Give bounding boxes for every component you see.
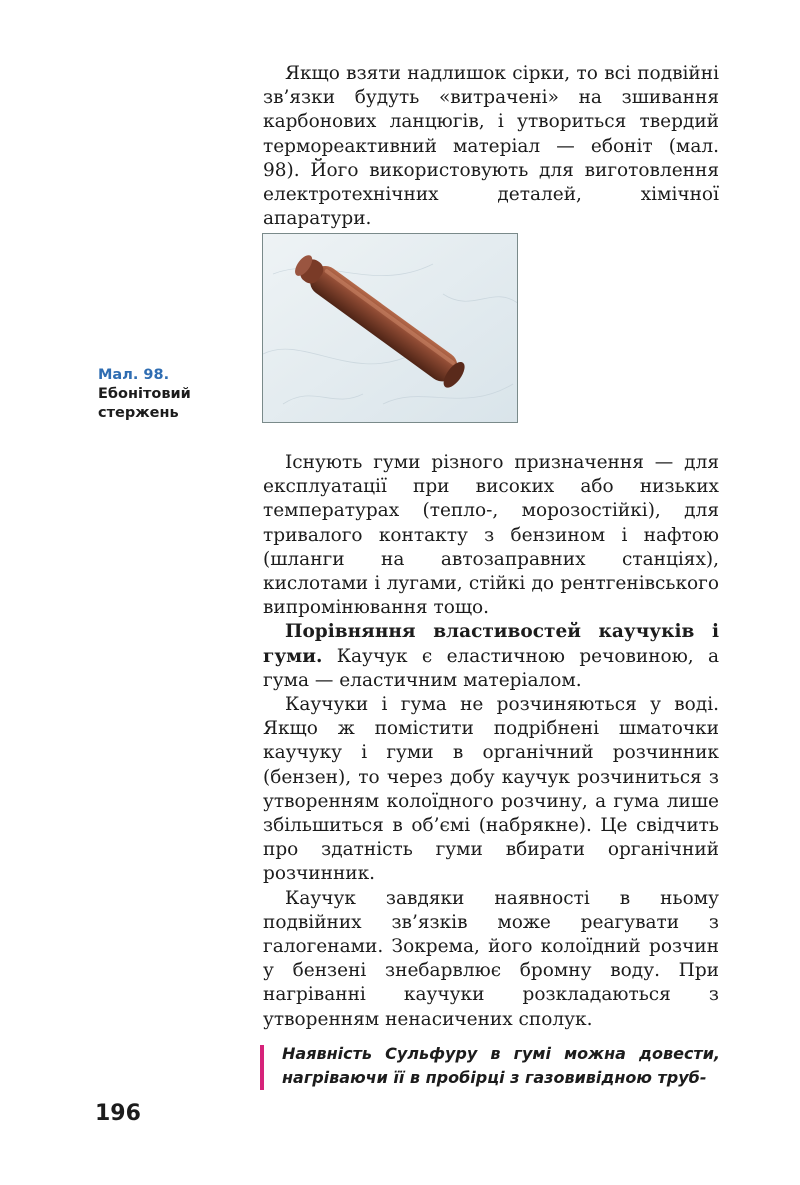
paragraph-rubber-types: Існують гуми різного призначення — для експлуатації при високих або низьких температурах (тепло-, морозостійкі), для тривалого контакту з бензином і нафтою (шланги на автозаправних станціях), кислотами і лугами, стійкі до рентгенівського випромінювання тощо. — [263, 452, 719, 619]
note-accent-bar — [260, 1045, 264, 1090]
note-text: Наявність Сульфуру в гумі можна довести, нагріваючи її в пробірці з газовивідною труб- — [282, 1044, 720, 1087]
figure-caption — [98, 366, 228, 423]
figure-ebonite-rod — [262, 233, 518, 423]
paragraph-ebonite: Якщо взяти надлишок сірки, то всі подвійні зв’язки будуть «витрачені» на зшивання карбонових ланцюгів, і утвориться твердий термореактивний матеріал — ебоніт (мал. 98). Його використовують для виготовлення електротехнічних деталей, хімічної апаратури. — [263, 63, 719, 230]
note-block — [260, 1042, 720, 1090]
paragraph-comparison-text: Каучук є еластичною речовиною, а гума — еластичним матеріалом. — [263, 645, 719, 691]
paragraph-solubility: Каучуки і гума не розчиняються у воді. Якщо ж помістити подрібнені шматочки каучуку і гуми в органічний розчинник (бензен), то через добу каучук розчиниться з утворенням колоїдного розчину, а гума лише збільшиться в об’ємі (набрякне). Це свідчить про здатність гуми вбирати органічний розчинник. — [263, 694, 719, 885]
paragraph-comparison — [263, 620, 719, 693]
page-number: 196 — [95, 1101, 141, 1126]
text-block-top — [263, 62, 719, 231]
ebonite-rod-image — [263, 234, 518, 423]
figure-caption-text: Ебонітовий стержень — [98, 386, 191, 421]
section-heading: Порівняння властивостей каучуків і гуми. — [263, 621, 719, 667]
figure-number: Мал. 98. — [98, 367, 170, 383]
paragraph-reactivity: Каучук завдяки наявності в ньому подвійних зв’язків може реагувати з галогенами. Зокрема, його колоїдний розчин у бензені знебарвлює бромну воду. При нагріванні каучуки розкладаються з утворенням ненасичених сполук. — [263, 887, 719, 1030]
text-block-main — [263, 451, 719, 1032]
